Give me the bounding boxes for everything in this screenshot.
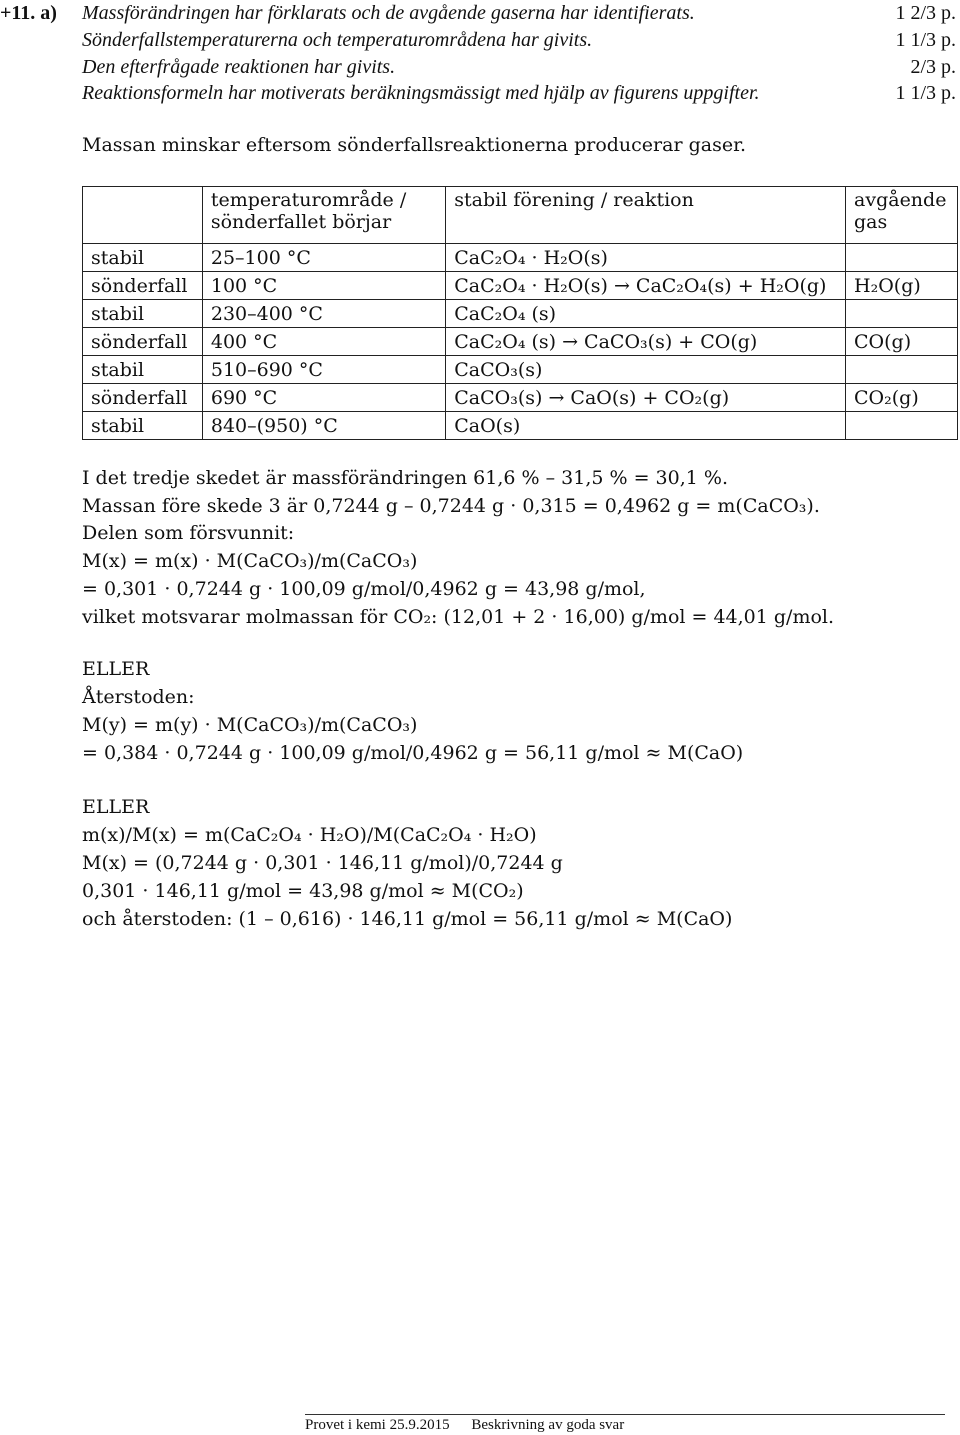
- table-cell: CaC₂O₄ (s): [446, 300, 846, 328]
- table-row: [83, 384, 958, 412]
- criterion-3-points: 2/3 p.: [910, 56, 956, 78]
- header-gas-line1: avgående: [854, 189, 947, 211]
- table-cell: CaC₂O₄ (s) → CaCO₃(s) + CO(g): [446, 328, 846, 356]
- table-cell: H₂O(g): [846, 272, 958, 300]
- criterion-2-points: 1 1/3 p.: [895, 29, 956, 51]
- calc-line: M(x) = m(x) · M(CaCO₃)/m(CaCO₃): [82, 550, 418, 572]
- calc-line: Delen som försvunnit:: [82, 522, 295, 544]
- calc-line: vilket motsvarar molmassan för CO₂: (12,01 + 2 · 16,00) g/mol = 44,01 g/mol.: [82, 606, 835, 628]
- table-cell: stabil: [83, 244, 203, 272]
- table-cell: stabil: [83, 412, 203, 440]
- decomposition-table: [82, 186, 958, 440]
- calc-line: m(x)/M(x) = m(CaC₂O₄ · H₂O)/M(CaC₂O₄ · H₂O): [82, 824, 537, 846]
- table-cell: sönderfall: [83, 328, 203, 356]
- header-compound: stabil förening / reaktion: [454, 189, 694, 211]
- calc-line: M(y) = m(y) · M(CaCO₃)/m(CaCO₃): [82, 714, 418, 736]
- table-cell: CO₂(g): [846, 384, 958, 412]
- table-cell: CaC₂O₄ · H₂O(s) → CaC₂O₄(s) + H₂O(g): [446, 272, 846, 300]
- table-cell: [846, 412, 958, 440]
- table-row: [83, 328, 958, 356]
- calc-line: 0,301 · 146,11 g/mol = 43,98 g/mol ≈ M(CO₂): [82, 880, 524, 902]
- or-label: ELLER: [82, 658, 150, 680]
- table-row: [83, 300, 958, 328]
- calc-line: Återstoden:: [82, 686, 195, 708]
- table-header-row: [83, 187, 958, 244]
- table-cell: 690 °C: [202, 384, 445, 412]
- table-cell: CaCO₃(s): [446, 356, 846, 384]
- table-row: [83, 272, 958, 300]
- or-label: ELLER: [82, 796, 150, 818]
- table-header-cell: [446, 187, 846, 244]
- table-cell: sönderfall: [83, 272, 203, 300]
- table-cell: stabil: [83, 300, 203, 328]
- table-cell: 230–400 °C: [202, 300, 445, 328]
- table-row: [83, 412, 958, 440]
- table-cell: 400 °C: [202, 328, 445, 356]
- table-cell: CO(g): [846, 328, 958, 356]
- calc-line: M(x) = (0,7244 g · 0,301 · 146,11 g/mol)/0,7244 g: [82, 852, 563, 874]
- header-gas-line2: gas: [854, 211, 888, 233]
- calc-line: och återstoden: (1 – 0,616) · 146,11 g/mol = 56,11 g/mol ≈ M(CaO): [82, 908, 733, 930]
- table-cell: stabil: [83, 356, 203, 384]
- criterion-1-points: 1 2/3 p.: [895, 2, 956, 24]
- table-cell: CaCO₃(s) → CaO(s) + CO₂(g): [446, 384, 846, 412]
- table-cell: [846, 300, 958, 328]
- table-cell: [846, 244, 958, 272]
- question-number: +11. a): [0, 2, 57, 24]
- header-temp-line1: temperaturområde /: [210, 189, 407, 211]
- page-footer: [305, 1414, 945, 1434]
- table-cell: CaC₂O₄ · H₂O(s): [446, 244, 846, 272]
- table-cell: 100 °C: [202, 272, 445, 300]
- table-header-cell: [83, 187, 203, 244]
- criterion-1: Massförändringen har förklarats och de avgående gaserna har identifierats.: [82, 2, 695, 24]
- table-cell: 510–690 °C: [202, 356, 445, 384]
- calc-line: I det tredje skedet är massförändringen 61,6 % – 31,5 % = 30,1 %.: [82, 467, 728, 489]
- calc-line: Massan före skede 3 är 0,7244 g – 0,7244 g · 0,315 = 0,4962 g = m(CaCO₃).: [82, 495, 820, 517]
- footer-desc: Beskrivning av goda svar: [471, 1417, 625, 1433]
- calc-line: = 0,384 · 0,7244 g · 100,09 g/mol/0,4962 g = 56,11 g/mol ≈ M(CaO): [82, 742, 744, 764]
- criterion-4: Reaktionsformeln har motiverats beräkningsmässigt med hjälp av figurens uppgifter.: [82, 82, 760, 104]
- header-temp-line2: sönderfallet börjar: [210, 211, 392, 233]
- footer-exam: Provet i kemi 25.9.2015: [305, 1417, 450, 1433]
- table-row: [83, 356, 958, 384]
- criterion-2: Sönderfallstemperaturerna och temperaturområdena har givits.: [82, 29, 593, 51]
- table-cell: CaO(s): [446, 412, 846, 440]
- calc-line: = 0,301 · 0,7244 g · 100,09 g/mol/0,4962 g = 43,98 g/mol,: [82, 578, 646, 600]
- criterion-4-points: 1 1/3 p.: [895, 82, 956, 104]
- table-row: [83, 244, 958, 272]
- table-cell: 25–100 °C: [202, 244, 445, 272]
- table-header-cell: [846, 187, 958, 244]
- table-cell: sönderfall: [83, 384, 203, 412]
- table-cell: 840–(950) °C: [202, 412, 445, 440]
- criterion-3: Den efterfrågade reaktionen har givits.: [82, 56, 396, 78]
- table-cell: [846, 356, 958, 384]
- intro-text: Massan minskar eftersom sönderfallsreaktionerna producerar gaser.: [82, 134, 747, 156]
- table-header-cell: [202, 187, 445, 244]
